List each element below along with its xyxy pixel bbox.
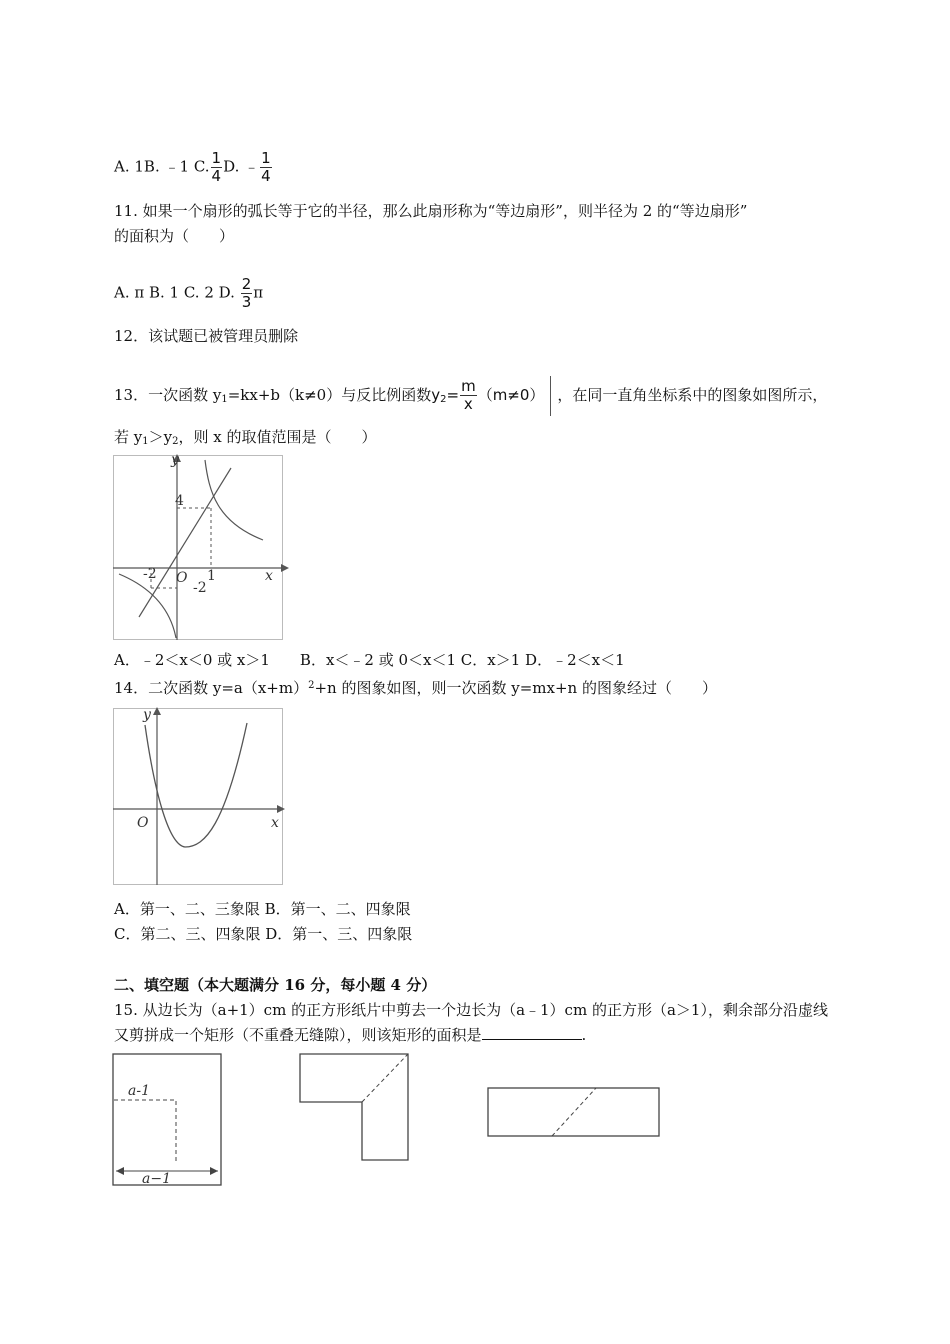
label-bottom: a−1 [142, 1171, 171, 1187]
q13-suffix: ，在同一直角坐标系中的图象如图所示， [557, 386, 828, 404]
q13-line1 [114, 376, 827, 416]
q10-option-c-fraction [211, 150, 223, 185]
q11-option-d-fraction [241, 276, 253, 311]
fraction-denominator: 4 [261, 167, 271, 185]
q13-prefix: 13．一次函数 y [114, 386, 222, 404]
fraction-numerator: m [461, 377, 476, 395]
q13-fraction [460, 378, 477, 413]
fraction-denominator: 3 [241, 293, 252, 311]
graph-frame [114, 709, 283, 885]
rectangle-outline [488, 1088, 659, 1136]
fraction-numerator: 2 [241, 275, 252, 293]
q10-option-a: A. 1 [114, 157, 144, 176]
q10-option-b: B. ﹣1 [143, 157, 190, 176]
q15-figure [112, 1052, 662, 1187]
q14-options-ab: A．第一、二、三象限 B．第一、二、四象限 [114, 900, 411, 918]
q14-prefix: 14．二次函数 y=a（x+m） [114, 679, 309, 697]
q14-question [114, 676, 717, 698]
l-shape-outline [300, 1054, 408, 1160]
q15-line2 [114, 1025, 586, 1045]
subscript: 2 [440, 394, 447, 405]
fraction-denominator: 4 [211, 167, 222, 185]
q14-options-cd: C．第二、三、四象限 D．第一、三、四象限 [114, 925, 413, 943]
x-axis-label: x [271, 815, 279, 831]
label-top: a-1 [128, 1083, 150, 1099]
origin-label: O [176, 570, 188, 586]
q13-mid: =kx+b（k≠0）与反比例函数 [227, 386, 432, 404]
formula-condition: （m≠0） [477, 386, 545, 404]
q13-line2-c: ，则 x 的取值范围是（ ） [178, 428, 377, 446]
tick-label-neg2-y: -2 [193, 580, 207, 596]
square-outline [113, 1054, 221, 1185]
q11-options-text: A. π B. 1 C. 2 D. [114, 283, 235, 302]
subscript: 2 [172, 436, 179, 447]
q14-suffix: +n 的图象如图，则一次函数 y=mx+n 的图象经过（ ） [314, 679, 717, 697]
q10-option-c-label: C. [193, 157, 210, 176]
q13-formula [431, 377, 545, 413]
hyperbola-branch-q1 [205, 460, 263, 540]
superscript: 2 [308, 680, 315, 691]
q11-options [114, 276, 263, 311]
q10-options [114, 150, 273, 185]
q10-option-d-label: D. ﹣ [223, 157, 260, 176]
q14-graph [113, 705, 285, 885]
tick-label-4: 4 [175, 493, 184, 509]
q10-option-d-fraction [260, 150, 272, 185]
q13-graph [113, 452, 285, 640]
fraction-numerator: 1 [261, 149, 271, 167]
y-axis-label: y [171, 452, 179, 468]
graph-frame [114, 456, 283, 640]
q12-text: 12．该试题已被管理员删除 [114, 327, 299, 345]
rectangle-seam-dashed [552, 1088, 596, 1136]
x-axis-label: x [265, 568, 273, 584]
q15-line2-end: . [581, 1026, 587, 1044]
q15-line2-text: 又剪拼成一个矩形（不重叠无缝隙），则该矩形的面积是 [114, 1026, 482, 1044]
subscript: 1 [142, 436, 149, 447]
answer-blank[interactable] [482, 1025, 582, 1040]
l-shape-cut-dashed [362, 1054, 408, 1102]
fraction-denominator: x [463, 395, 473, 413]
arrow-right-icon [210, 1167, 218, 1175]
formula-y: y [431, 386, 441, 404]
q13-options: A．﹣2＜x＜0 或 x＞1 B．x＜﹣2 或 0＜x＜1 C．x＞1 D．﹣2＜x＜1 [114, 651, 625, 669]
origin-label: O [137, 815, 149, 831]
section2-title: 二、填空题（本大题满分 16 分，每小题 4 分） [114, 976, 437, 994]
q13-line2-a: 若 y [114, 428, 143, 446]
q11-line2: 的面积为（ ） [114, 227, 235, 245]
y-axis-label: y [143, 707, 151, 723]
x-axis-arrow-icon [281, 564, 289, 572]
arrow-left-icon [116, 1167, 124, 1175]
fraction-numerator: 1 [211, 149, 222, 167]
parabola-curve [145, 723, 247, 847]
subscript: 1 [221, 394, 228, 405]
hyperbola-branch-q3 [119, 574, 176, 638]
formula-eq: = [446, 386, 460, 404]
tick-label-1: 1 [207, 568, 216, 584]
cut-square-dashed [114, 1100, 176, 1162]
tick-label-neg2-x: -2 [143, 566, 157, 582]
formula-divider [550, 376, 551, 416]
q15-line1: 15. 从边长为（a+1）cm 的正方形纸片中剪去一个边长为（a﹣1）cm 的正方形（a＞1），剩余部分沿虚线 [114, 1001, 828, 1019]
x-axis-arrow-icon [277, 805, 285, 813]
q13-line2 [114, 427, 376, 452]
q11-option-d-pi: π [253, 283, 264, 302]
q11-line1: 11. 如果一个扇形的弧长等于它的半径，那么此扇形称为“等边扇形”，则半径为 2 的“等边扇形” [114, 202, 748, 220]
q13-line2-b: ＞y [148, 428, 173, 446]
